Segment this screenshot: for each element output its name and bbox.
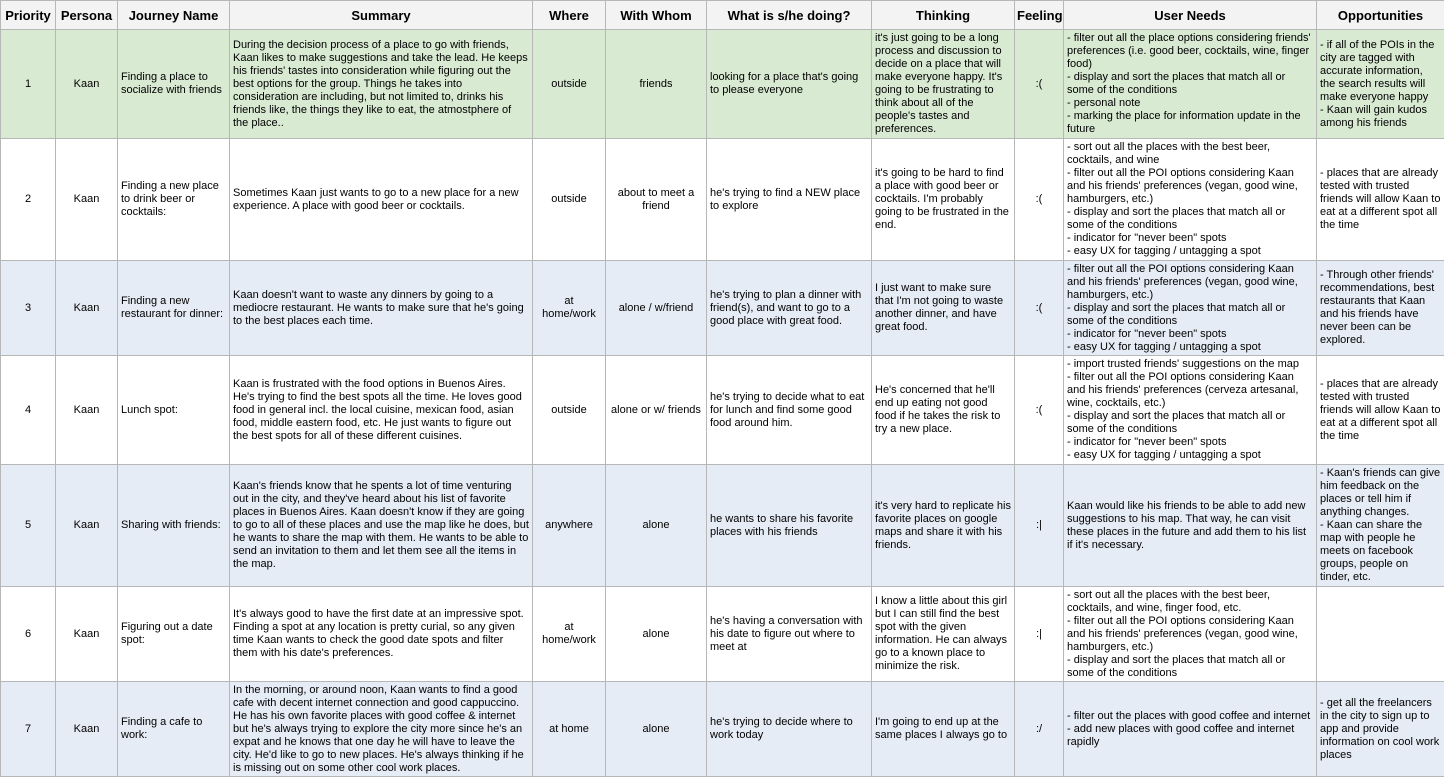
cell-feeling[interactable]: :( (1015, 139, 1064, 261)
cell-doing[interactable]: he's trying to decide what to eat for lunch and find some good food around him. (707, 356, 872, 465)
need-item: - marking the place for information update in the future (1067, 110, 1301, 135)
header-row (1, 1, 1444, 30)
cell-with-whom[interactable]: alone or w/ friends (606, 356, 707, 465)
cell-summary[interactable]: Kaan doesn't want to waste any dinners by going to a mediocre restaurant. He wants to make sure that he's going to the best places each time. (230, 261, 533, 356)
opportunity-item: - get all the freelancers in the city to sign up to app and provide information on cool work places (1320, 696, 1440, 761)
cell-user-needs[interactable] (1064, 682, 1317, 777)
cell-where[interactable]: at home/work (533, 261, 606, 356)
cell-journey-name[interactable]: Finding a new restaurant for dinner: (118, 261, 230, 356)
table-row (1, 139, 1444, 261)
cell-user-needs[interactable] (1064, 261, 1317, 356)
cell-persona[interactable]: Kaan (56, 465, 118, 587)
cell-doing[interactable]: he's trying to decide where to work today (707, 682, 872, 777)
need-item: - personal note (1067, 97, 1141, 109)
need-item: - display and sort the places that match all or some of the conditions (1067, 71, 1286, 96)
cell-persona[interactable]: Kaan (56, 139, 118, 261)
cell-doing[interactable]: he wants to share his favorite places with his friends (707, 465, 872, 587)
need-item: - display and sort the places that match all or some of the conditions (1067, 206, 1286, 231)
cell-journey-name[interactable]: Finding a cafe to work: (118, 682, 230, 777)
cell-persona[interactable]: Kaan (56, 682, 118, 777)
cell-where[interactable]: outside (533, 356, 606, 465)
need-item: - display and sort the places that match all or some of the conditions (1067, 410, 1286, 435)
opportunity-item: - places that are already tested with trusted friends will allow Kaan to eat at a different spot all the time (1320, 377, 1441, 442)
header-doing[interactable]: What is s/he doing? (707, 1, 872, 30)
need-item: - sort out all the places with the best beer, cocktails, and wine (1067, 141, 1271, 166)
cell-with-whom[interactable]: alone (606, 465, 707, 587)
cell-with-whom[interactable]: alone (606, 682, 707, 777)
cell-where[interactable]: anywhere (533, 465, 606, 587)
need-item: - indicator for "never been" spots (1067, 327, 1227, 340)
cell-thinking[interactable]: I know a little about this girl but I can still find the best spot with the given information. He can always go to a known place to minimize the risk. (872, 587, 1015, 682)
need-item: - indicator for "never been" spots (1067, 232, 1227, 244)
header-where[interactable]: Where (533, 1, 606, 30)
cell-opportunities[interactable] (1317, 587, 1444, 682)
need-item: - filter out all the POI options considering Kaan and his friends' preferences (vegan, good wine, hamburgers, etc.) (1067, 262, 1298, 301)
header-persona[interactable]: Persona (56, 1, 118, 30)
cell-where[interactable]: outside (533, 30, 606, 139)
need-item: - filter out all the POI options considering Kaan and his friends' preferences (vegan, good wine, hamburgers, etc.) (1067, 614, 1298, 653)
cell-priority[interactable]: 1 (1, 30, 56, 139)
cell-feeling[interactable]: :/ (1015, 682, 1064, 777)
cell-feeling[interactable]: :( (1015, 261, 1064, 356)
cell-where[interactable]: at home (533, 682, 606, 777)
cell-with-whom[interactable]: friends (606, 30, 707, 139)
cell-priority[interactable]: 2 (1, 139, 56, 261)
opportunity-item: - Kaan's friends can give him feedback on the places or tell him if anything changes. (1320, 467, 1441, 518)
cell-journey-name[interactable]: Lunch spot: (118, 356, 230, 465)
table-row (1, 261, 1444, 356)
cell-doing[interactable]: he's trying to plan a dinner with friend(s), and want to go to a good place with great food. (707, 261, 872, 356)
cell-thinking[interactable]: it's very hard to replicate his favorite places on google maps and share it with his friends. (872, 465, 1015, 587)
header-journey-name[interactable]: Journey Name (118, 1, 230, 30)
cell-user-needs[interactable] (1064, 139, 1317, 261)
header-priority[interactable]: Priority (1, 1, 56, 30)
opportunity-item: - places that are already tested with trusted friends will allow Kaan to eat at a different spot all the time (1320, 167, 1441, 231)
cell-with-whom[interactable]: alone / w/friend (606, 261, 707, 356)
table-row (1, 587, 1444, 682)
cell-priority[interactable]: 3 (1, 261, 56, 356)
need-item: - import trusted friends' suggestions on the map (1067, 358, 1299, 370)
need-item: - indicator for "never been" spots (1067, 436, 1227, 448)
cell-user-needs[interactable] (1064, 465, 1317, 587)
header-thinking[interactable]: Thinking (872, 1, 1015, 30)
need-item: - add new places with good coffee and internet rapidly (1067, 722, 1295, 748)
cell-user-needs[interactable] (1064, 30, 1317, 139)
cell-journey-name[interactable]: Finding a place to socialize with friends (118, 30, 230, 139)
cell-summary[interactable]: Sometimes Kaan just wants to go to a new place for a new experience. A place with good beer or cocktails. (230, 139, 533, 261)
cell-persona[interactable]: Kaan (56, 30, 118, 139)
cell-with-whom[interactable]: about to meet a friend (606, 139, 707, 261)
cell-doing[interactable]: he's trying to find a NEW place to explore (707, 139, 872, 261)
cell-doing[interactable]: he's having a conversation with his date to figure out where to meet at (707, 587, 872, 682)
cell-opportunities[interactable] (1317, 465, 1444, 587)
need-item: - easy UX for tagging / untagging a spot (1067, 340, 1261, 353)
header-user-needs[interactable]: User Needs (1064, 1, 1317, 30)
cell-opportunities[interactable] (1317, 682, 1444, 777)
cell-with-whom[interactable]: alone (606, 587, 707, 682)
cell-user-needs[interactable] (1064, 356, 1317, 465)
cell-persona[interactable]: Kaan (56, 356, 118, 465)
cell-opportunities[interactable] (1317, 356, 1444, 465)
header-feeling[interactable]: Feeling (1015, 1, 1064, 30)
cell-thinking[interactable]: it's going to be hard to find a place with good beer or cocktails. I'm probably going to be frustrated in the end. (872, 139, 1015, 261)
need-item: Kaan would like his friends to be able to add new suggestions to his map. That way, he can visit these places in the future and add them to his list if it's necessary. (1067, 499, 1307, 551)
cell-summary[interactable]: In the morning, or around noon, Kaan wants to find a good cafe with decent internet connection and good cappuccino. He has his own favorite places with good coffee & internet but he's always trying to explore the city more since he's an expat and he knows that one day he will have to leave the city. He'd like to go to new places. He's always thinking if he is missing out on some other cool work places. (230, 682, 533, 777)
cell-where[interactable]: at home/work (533, 587, 606, 682)
cell-journey-name[interactable]: Figuring out a date spot: (118, 587, 230, 682)
cell-priority[interactable]: 5 (1, 465, 56, 587)
cell-feeling[interactable]: :( (1015, 356, 1064, 465)
need-item: - easy UX for tagging / untagging a spot (1067, 245, 1261, 257)
need-item: - sort out all the places with the best beer, cocktails, and wine, finger food, etc. (1067, 588, 1271, 614)
cell-summary[interactable]: During the decision process of a place to go with friends, Kaan likes to make suggestions and take the lead. He keeps his friends' tastes into consideration while figuring out the best options for the group. Things he takes into consideration are including, but not limited to, drinks his friends like, the things they like to eat, the atmostphere of the place.. (230, 30, 533, 139)
cell-feeling[interactable]: :| (1015, 465, 1064, 587)
cell-priority[interactable]: 4 (1, 356, 56, 465)
need-item: - filter out the places with good coffee and internet (1067, 709, 1311, 722)
need-item: - filter out all the POI options considering Kaan and his friends' preferences (cerveza artesanal, wine, cocktails, etc.) (1067, 371, 1299, 409)
table-row (1, 30, 1444, 139)
cell-where[interactable]: outside (533, 139, 606, 261)
opportunity-item: - Kaan can share the map with people he meets on facebook groups, people on tinder, etc. (1320, 519, 1423, 583)
table-row (1, 465, 1444, 587)
header-with-whom[interactable]: With Whom (606, 1, 707, 30)
header-opportunities[interactable]: Opportunities (1317, 1, 1444, 30)
cell-doing[interactable]: looking for a place that's going to please everyone (707, 30, 872, 139)
cell-opportunities[interactable] (1317, 261, 1444, 356)
cell-summary[interactable]: Kaan's friends know that he spents a lot of time venturing out in the city, and they've heard about his list of favorite places in Buenos Aires. Kaan doesn't know if they are going to go to all of these places and use the map like he does, but he wants to share the map with them. He wants to be able to send an invitation to them and let them see all the items in the map. (230, 465, 533, 587)
cell-thinking[interactable]: it's just going to be a long process and discussion to decide on a place that will make everyone happy. It's going to be frustrating to think about all of the people's tastes and preferences. (872, 30, 1015, 139)
opportunity-item: - Kaan will gain kudos among his friends (1320, 103, 1428, 129)
opportunity-item: - Through other friends' recommendations, best restaurants that Kaan and his friends have never been can be explored. (1320, 269, 1435, 346)
cell-feeling[interactable]: :( (1015, 30, 1064, 139)
cell-thinking[interactable]: He's concerned that he'll end up eating not good food if he takes the risk to try a new place. (872, 356, 1015, 465)
need-item: - display and sort the places that match all or some of the conditions (1067, 653, 1286, 679)
need-item: - display and sort the places that match all or some of the conditions (1067, 301, 1286, 327)
opportunity-item: - if all of the POIs in the city are tagged with accurate information, the search results will make everyone happy (1320, 38, 1435, 103)
cell-user-needs[interactable] (1064, 587, 1317, 682)
cell-priority[interactable]: 7 (1, 682, 56, 777)
need-item: - filter out all the place options considering friends' preferences (i.e. good beer, cocktails, wine, finger food) (1067, 32, 1311, 70)
header-summary[interactable]: Summary (230, 1, 533, 30)
cell-journey-name[interactable]: Sharing with friends: (118, 465, 230, 587)
cell-journey-name[interactable]: Finding a new place to drink beer or cocktails: (118, 139, 230, 261)
cell-persona[interactable]: Kaan (56, 261, 118, 356)
need-item: - filter out all the POI options considering Kaan and his friends' preferences (vegan, good wine, hamburgers, etc.) (1067, 167, 1298, 205)
table-row (1, 356, 1444, 465)
cell-persona[interactable]: Kaan (56, 587, 118, 682)
table-row (1, 682, 1444, 777)
cell-thinking[interactable]: I'm going to end up at the same places I always go to (872, 682, 1015, 777)
need-item: - easy UX for tagging / untagging a spot (1067, 449, 1261, 461)
cell-opportunities[interactable] (1317, 139, 1444, 261)
cell-priority[interactable]: 6 (1, 587, 56, 682)
cell-feeling[interactable]: :| (1015, 587, 1064, 682)
cell-summary[interactable]: Kaan is frustrated with the food options in Buenos Aires. He's trying to find the best spots all the time. He loves good food in general incl. the local cuisine, mexican food, asian food, middle eastern food, etc. He just wants to figure out the best spots for all of these different cuisines. (230, 356, 533, 465)
cell-thinking[interactable]: I just want to make sure that I'm not going to waste another dinner, and have great food. (872, 261, 1015, 356)
cell-opportunities[interactable] (1317, 30, 1444, 139)
cell-summary[interactable]: It's always good to have the first date at an impressive spot. Finding a spot at any location is pretty curial, so any given time Kaan wants to check the good date spots and filter them with his date's preferences. (230, 587, 533, 682)
